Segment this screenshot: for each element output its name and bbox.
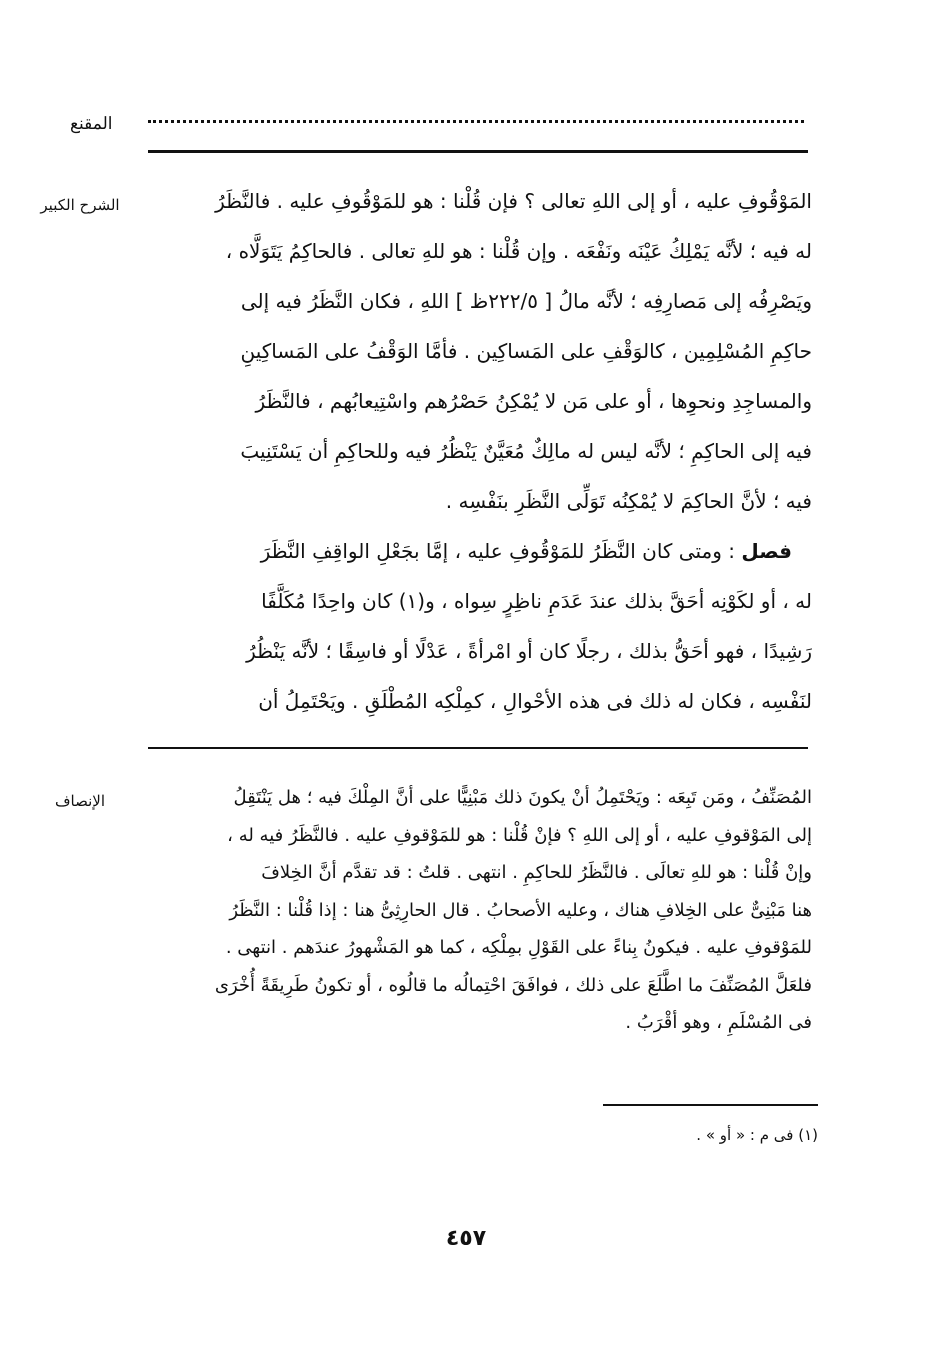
sharh-line: فيه إلى الحاكِمِ ؛ لأنَّه ليس له مالِكٌ مُعَيَّنٌ يَنْظُرُ فيه وللحاكِمِ أن يَسْتَنِيبَ <box>240 439 812 463</box>
section-divider <box>148 747 808 749</box>
sharh-line: المَوْقُوفِ عليه ، أو إلى اللهِ تعالى ؟ فإن قُلْنا : هو للمَوْقُوفِ عليه . فالنَّظَرُ <box>215 189 812 213</box>
insaf-line: إلى المَوْقوفِ عليه ، أو إلى اللهِ ؟ فإنْ قُلْنا : هو للمَوْقوفِ عليه . فالنَّظَرُ فيه له ، <box>227 824 812 846</box>
page-number: ٤٥٧ <box>445 1226 487 1251</box>
insaf-line: وإنْ قُلْنا : هو للهِ تعالَى . فالنَّظَرُ للحاكِمِ . انتهى . قلتُ : قد تقدَّم أنَّ الخِلافَ <box>261 862 812 883</box>
insaf-line: المُصَنِّفُ ، ومَن تَبِعَه : ويَحْتَمِلُ أنْ يكونَ ذلك مَبْنِيًّا على أنَّ المِلْكَ فيه ؛ هل يَنْتَقِلُ <box>233 787 812 808</box>
sharh-text <box>148 176 812 726</box>
book-title: المقنع <box>70 114 113 134</box>
footnote: (١) فى م : « أو » . <box>696 1126 818 1144</box>
insaf-line: فلعَلَّ المُصَنِّفَ ما اطَّلَعَ على ذلك ، فوافَقَ احْتِمالُه ما قالُوه ، أو تكونُ طَرِيقَةً أُخْرَى <box>214 974 812 996</box>
insaf-line: هنا مَبْنِىٌّ على الخِلافِ هناك ، وعليه الأصحابُ . قال الحارِثِىُّ هنا : إذا قُلْنا : النَّظَرُ <box>229 899 812 921</box>
sharh-line: له فيه ؛ لأنَّه يَمْلِكُ عَيْنَه ونَفْعَه . وإن قُلْنا : هو للهِ تعالى . فالحاكِمُ يَتَوَلَّاه ، <box>225 239 812 263</box>
sharh-line: ويَصْرِفُه إلى مَصارِفِه ؛ لأنَّه مالُ [ ٢٢٢/٥ظ ] اللهِ ، فكان النَّظَرُ فيه إلى <box>240 289 812 313</box>
fasl-heading: فصل <box>741 539 792 563</box>
header-dotted-rule <box>148 120 804 123</box>
fasl-line: رَشِيدًا ، فهو أحَقُّ بذلك ، رجلًا كان أو امْرأةً ، عَدْلًا أو فاسِقًا ؛ لأنَّه يَنْظُرُ <box>246 639 812 663</box>
sharh-label: الشرح الكبير <box>40 196 120 214</box>
fasl-line: له ، أو لكَوْنِه أحَقَّ بذلك عندَ عَدَمِ ناظِرٍ سِواه ، و(١) كان واحِدًا مُكَلَّفًا <box>261 589 812 613</box>
sharh-line: حاكِمِ المُسْلِمِين ، كالوَقْفِ على المَساكِين . فأمَّا الوَقْفُ على المَساكِينِ <box>240 339 812 363</box>
sharh-line: والمساجِدِ ونحوِها ، أو على مَن لا يُمْكِنُ حَصْرُهم واسْتِيعابُهم ، فالنَّظَرُ <box>255 389 812 413</box>
header-rule <box>148 150 808 153</box>
insaf-text <box>148 779 812 1042</box>
footnote-rule <box>603 1104 818 1106</box>
fasl-line-text: : ومتى كان النَّظَرُ للمَوْقُوفِ عليه ، إمَّا بجَعْلِ الواقِفِ النَّظَرَ <box>260 539 735 563</box>
insaf-line: للمَوْقوفِ عليه . فيكونُ بِناءً على القَوْلِ بمِلْكِه ، كما هو المَشْهورُ عندَهم . انتهى . <box>225 937 812 958</box>
fasl-line: لنَفْسِه ، فكان له ذلك فى هذه الأحْوالِ ، كمِلْكِه المُطْلَقِ . ويَحْتَمِلُ أن <box>258 689 812 713</box>
sharh-line: فيه ؛ لأنَّ الحاكِمَ لا يُمْكِنُه تَوَلِّى النَّظَرِ بنَفْسِه . <box>445 489 812 513</box>
insaf-line: فى المُسْلَمِ ، وهو أقْرَبُ . <box>625 1012 812 1033</box>
insaf-label: الإنصاف <box>54 792 106 810</box>
fasl-first-line <box>148 526 812 576</box>
